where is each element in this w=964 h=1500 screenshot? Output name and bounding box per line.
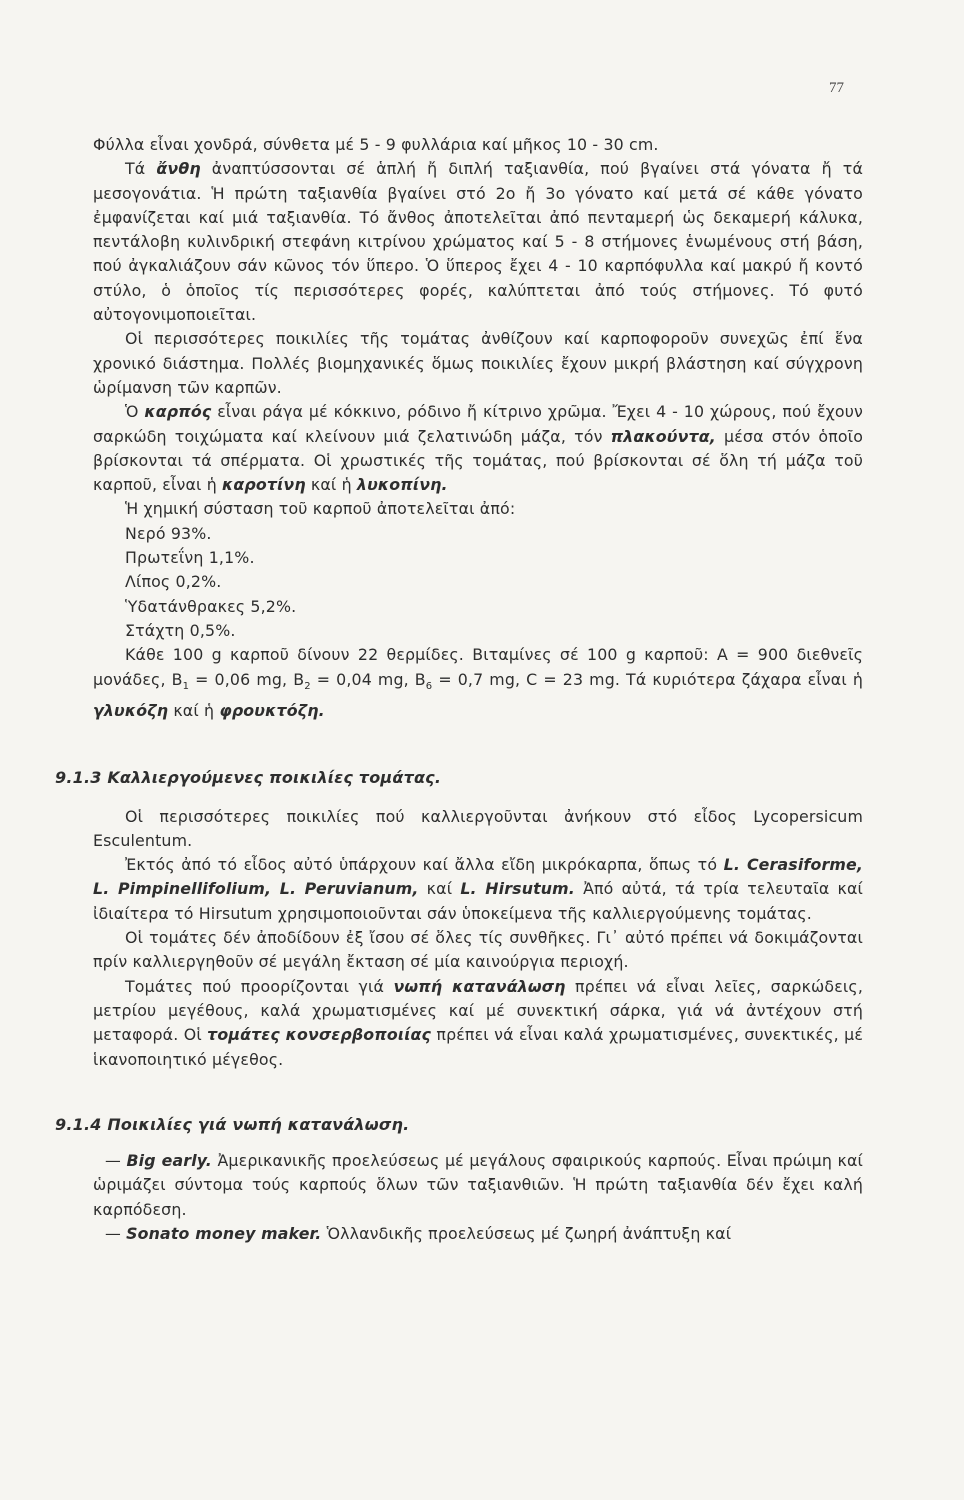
leaves-paragraph: Φύλλα εἶναι χονδρά, σύνθετα μέ 5 - 9 φυλλάρια καί μῆκος 10 - 30 cm. xyxy=(93,135,659,154)
species-list-1: L. Cerasiforme, L. Pimpinellifolium, L. Peruvianum, xyxy=(93,855,864,899)
section-heading-9-1-3: 9.1.3 Καλλιεργούμενες ποικιλίες τομάτας. xyxy=(55,768,442,788)
composition-item: Ὑδατάνθρακες 5,2%. xyxy=(125,596,297,616)
flowers-term: ἄνθη xyxy=(156,159,201,179)
composition-item: Νερό 93%. xyxy=(125,523,212,543)
canning-term: τομάτες κονσερβοποιίας xyxy=(207,1025,432,1045)
varieties-intro-paragraph: Οἱ περισσότερες ποικιλίες τῆς τομάτας ἀνθίζουν καί καρποφοροῦν συνεχῶς ἐπί ἕνα χρονικό διάστημα. Πολλές βιομηχανικές ὅμως ποικιλίες ἔχουν μικρή βλάστηση καί σύγχρονη ὡρίμανση τῶν καρπῶν. xyxy=(93,329,863,397)
section-heading-9-1-4: 9.1.4 Ποικιλίες γιά νωπή κατανάλωση. xyxy=(55,1114,410,1134)
page-number: 77 xyxy=(829,80,844,96)
page-body xyxy=(55,133,864,1246)
trial-paragraph: Οἱ τομάτες δέν ἀποδίδουν ἐξ ἴσου σέ ὅλες τίς συνθῆκες. Γι᾿ αὐτό πρέπει νά δοκιμάζονται πρίν καλλιεργηθοῦν σέ μεγάλη ἔκταση σέ μία καινούργια περιοχή. xyxy=(93,928,863,972)
carotene-term: καροτίνη xyxy=(222,475,306,495)
composition-intro: Ἡ χημική σύσταση τοῦ καρποῦ ἀποτελεῖται ἀπό: xyxy=(125,499,516,519)
pulp-term: πλακούντα, xyxy=(610,426,716,446)
fructose-term: φρουκτόζη. xyxy=(219,700,325,720)
vitamins-paragraph: Κάθε 100 g καρποῦ δίνουν 22 θερμίδες. Βιταμίνες σέ 100 g καρποῦ: A = 900 διεθνεῖς μονάδες, $B_1 = 0,06$ mg, $B_2 = 0,04$ mg, $B_6 = 0,7$ mg, C = 23 mg. Τά κυριότερα ζάχαρα εἶναι ἡ γλυκόζη καί ἡ φρουκτόζη. xyxy=(93,645,864,720)
variety-name: Sonato money maker. xyxy=(126,1224,322,1244)
variety-sonato-money-maker: — Sonato money maker. Ὁλλανδικῆς προελεύσεως μέ ζωηρή ἀνάπτυξη καί xyxy=(105,1224,732,1244)
composition-list xyxy=(93,522,863,643)
composition-item: Λίπος 0,2%. xyxy=(125,572,222,592)
cultivated-species-paragraph: Οἱ περισσότερες ποικιλίες πού καλλιεργοῦνται ἀνήκουν στό εἶδος Lycopersicum Esculentum. xyxy=(93,806,863,850)
flowers-paragraph: Τά ἄνθη ἀναπτύσσονται σέ ἁπλή ἤ διπλή ταξιανθία, πού βγαίνει στά γόνατα ἤ τά μεσογονάτια. Ἡ πρώτη ταξιανθία βγαίνει στό 2ο ἤ 3ο γόνατο καί μετά σέ κάθε γόνατο ἐμφανίζεται καί μιά ταξιανθία. Τό ἄνθος ἀποτελεῖται ἀπό πενταμερή ὡς δεκαμερή κάλυκα, πεντάλοβη κυλινδρική στεφάνη κιτρίνου χρώματος καί 5 - 8 στήμονες ἑνωμένους στή βάση, πού ἀγκαλιάζουν σάν κῶνος τόν ὕπερο. Ὁ ὕπερος ἔχει 4 - 10 καρπόφυλλα καί μακρύ ἤ κοντό στύλο, ὁ ὁποῖος τίς περισσότερες φορές, καλύπτεται ἀπό τούς στήμονες. Τό φυτό αὐτογονιμοποιεῖται. xyxy=(93,159,864,325)
composition-item: Στάχτη 0,5%. xyxy=(125,620,236,640)
lycopene-term: λυκοπίνη. xyxy=(356,475,448,495)
variety-big-early: — Big early. Ἀμερικανικῆς προελεύσεως μέ μεγάλους σφαιρικούς καρπούς. Εἶναι πρώιμη καί ὡριμάζει σύντομα τούς καρπούς ὅλων τῶν ταξιανθιῶν. Ἡ πρώτη ταξιανθία δέν ἔχει καλή καρπόδεση. xyxy=(93,1151,864,1219)
other-species-paragraph: Ἐκτός ἀπό τό εἶδος αὐτό ὑπάρχουν καί ἄλλα εἴδη μικρόκαρπα, ὅπως τό L. Cerasiforme, L. Pimpinellifolium, L. Peruvianum, καί L. Hirsutum. Ἀπό αὐτά, τά τρία τελευταῖα καί ἰδιαίτερα τό Hirsutum χρησιμοποιοῦνται σάν ὑποκείμενα τῆς καλλιεργούμενης τομάτας. xyxy=(93,855,864,923)
fresh-consumption-term: νωπή κατανάλωση xyxy=(393,976,566,996)
fruit-paragraph: Ὁ καρπός εἶναι ράγα μέ κόκκινο, ρόδινο ἤ κίτρινο χρῶμα. Ἔχει 4 - 10 χώρους, πού ἔχουν σαρκώδη τοιχώματα καί κλείνουν μιά ζελατινώδη μάζα, τόν πλακούντα, μέσα στόν ὁποῖο βρίσκονται τά σπέρματα. Οἱ χρωστικές τῆς τομάτας, πού βρίσκονται σέ ὅλη τή μάζα τοῦ καρποῦ, εἶναι ἡ καροτίνη καί ἡ λυκοπίνη. xyxy=(93,402,864,495)
fruit-term: καρπός xyxy=(144,402,212,422)
variety-name: Big early. xyxy=(126,1151,212,1171)
species-list-2: L. Hirsutum. xyxy=(460,879,575,899)
market-types-paragraph: Τομάτες πού προορίζονται γιά νωπή κατανάλωση πρέπει νά εἶναι λεῖες, σαρκώδεις, μετρίου μεγέθους, καλά χρωματισμένες καί μέ συνεκτική σάρκα, γιά νά ἀντέχουν στή μεταφορά. Οἱ τομάτες κονσερβοποιίας πρέπει νά εἶναι καλά χρωματισμένες, συνεκτικές, μέ ἱκανοποιητικό μέγεθος. xyxy=(93,976,864,1069)
composition-item: Πρωτεΐνη 1,1%. xyxy=(125,548,255,568)
glucose-term: γλυκόζη xyxy=(93,700,169,720)
